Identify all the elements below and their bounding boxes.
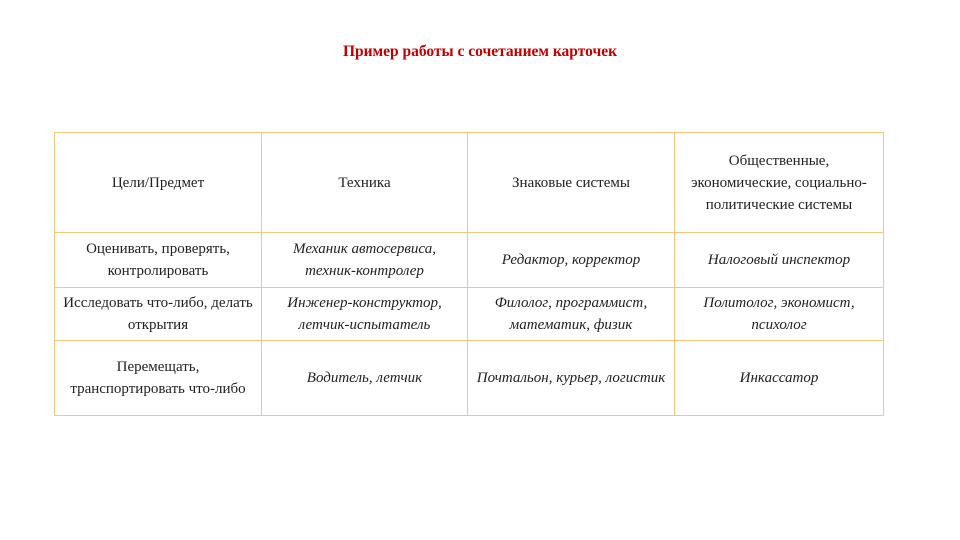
header-social-systems: Общественные, экономические, социально-политические системы [675,133,884,233]
goal-cell: Исследовать что-либо, делать открытия [55,288,262,341]
table-cell: Редактор, корректор [468,233,675,288]
table-cell: Почтальон, курьер, логистик [468,341,675,416]
header-technology: Техника [262,133,468,233]
table-header-row [55,133,884,233]
table-cell: Филолог, программист, математик, физик [468,288,675,341]
header-sign-systems: Знаковые системы [468,133,675,233]
table-row [55,288,884,341]
page-title: Пример работы с сочетанием карточек [342,43,618,60]
table-cell: Водитель, летчик [262,341,468,416]
table-cell: Политолог, экономист, психолог [675,288,884,341]
goal-cell: Оценивать, проверять, контролировать [55,233,262,288]
goal-cell: Перемещать, транспортировать что-либо [55,341,262,416]
header-goals-subject: Цели/Предмет [55,133,262,233]
table-cell: Инкассатор [675,341,884,416]
table-cell: Инженер-конструктор, летчик-испытатель [262,288,468,341]
professions-table [54,132,884,416]
table-cell: Налоговый инспектор [675,233,884,288]
table-row [55,341,884,416]
table-cell: Механик автосервиса, техник-контролер [262,233,468,288]
table-row [55,233,884,288]
